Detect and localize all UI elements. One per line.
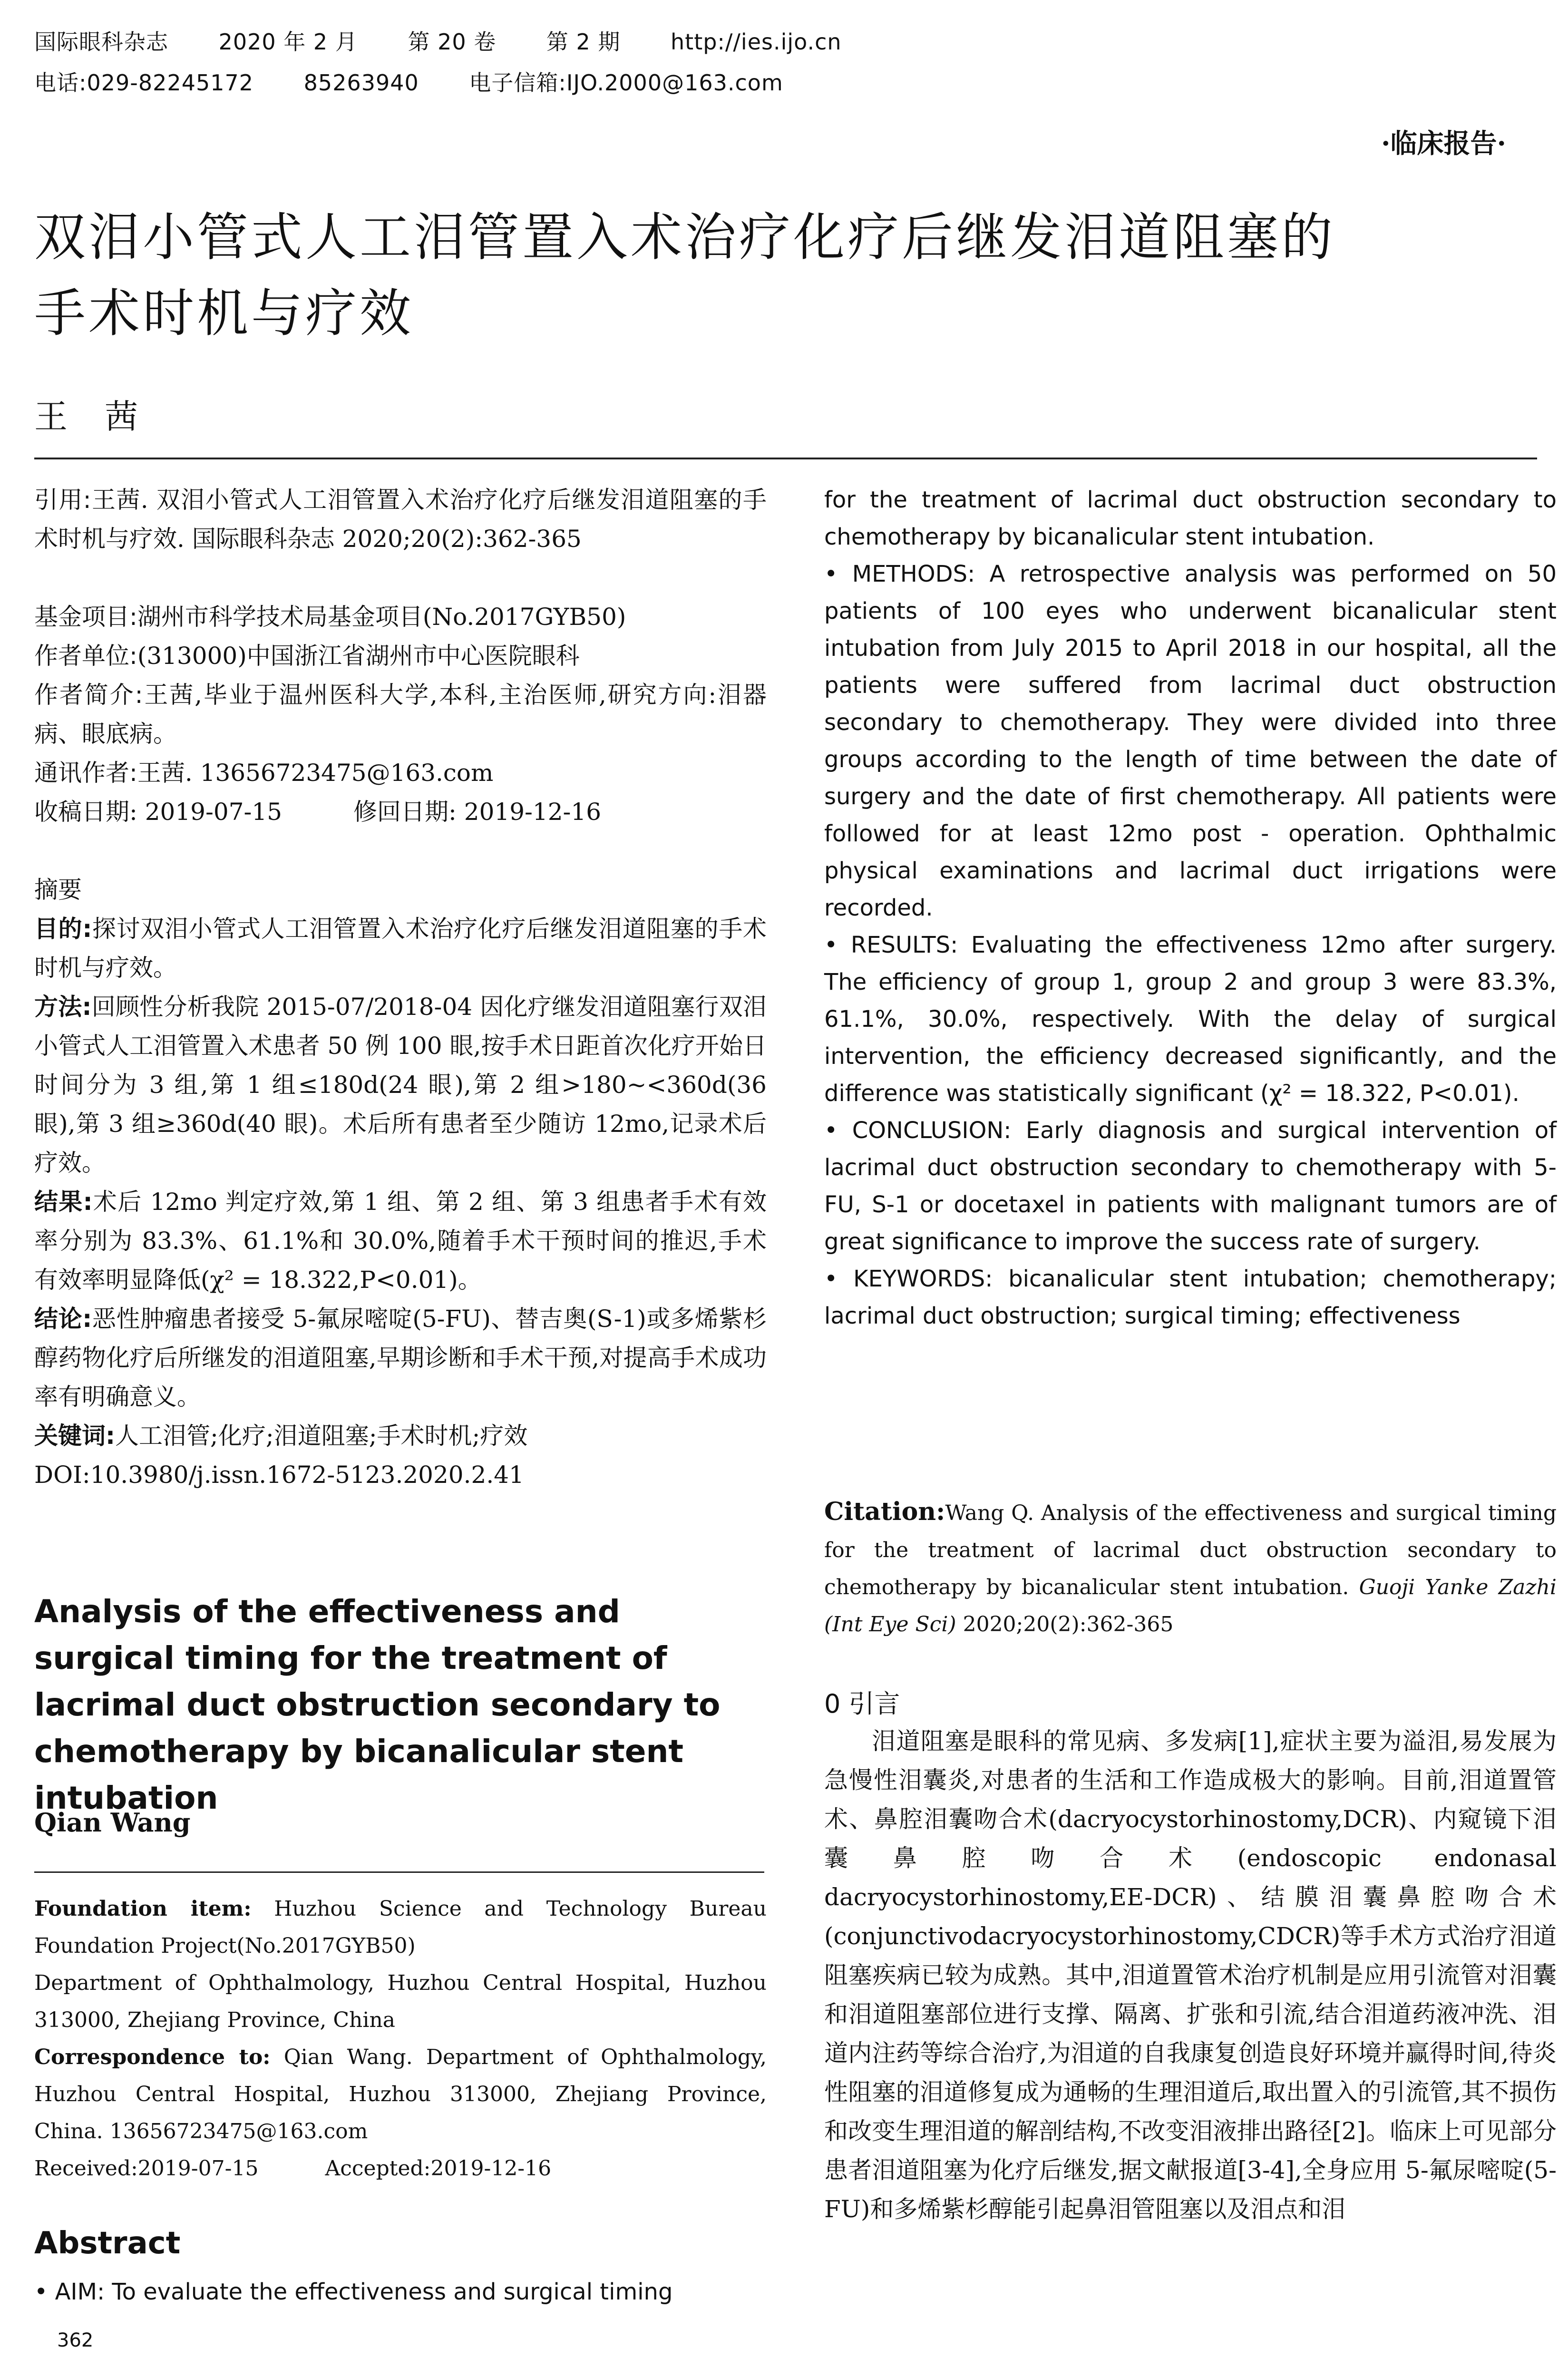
conclusion-zh: 结论:恶性肿瘤患者接受 5-氟尿嘧啶(5-FU)、替吉奥(S-1)或多烯紫杉醇药物化疗后所继发的泪道阻塞,早期诊断和手术干预,对提高手术成功率有明确意义。: [34, 1305, 767, 1411]
email[interactable]: 电子信箱:IJO.2000@163.com: [469, 70, 783, 96]
aim-en: • AIM: To evaluate the effectiveness and surgical timing: [34, 2279, 673, 2305]
article-title-zh: [34, 200, 1547, 352]
fund-zh: 基金项目:湖州市科学技术局基金项目(No.2017GYB50): [34, 603, 626, 631]
page-number: 362: [57, 2329, 94, 2351]
conclusion-en: • CONCLUSION: Early diagnosis and surgical intervention of lacrimal duct obstruction secondary to chemotherapy with 5-FU, S-1 or docetaxel in patients with malignant tumors are of great significance to improve the success rate of surgery.: [824, 1117, 1557, 1255]
dates-zh: 收稿日期: 2019-07-15 修回日期: 2019-12-16: [34, 798, 602, 826]
author-zh: 王 茜: [34, 397, 140, 436]
results-zh: 结果:术后 12mo 判定疗效,第 1 组、第 2 组、第 3 组患者手术有效率分别为 83.3%、61.1%和 30.0%,随着手术干预时间的推迟,手术有效率明显降低(χ² = 18.322,P<0.01)。: [34, 1188, 767, 1294]
corr-zh: 通讯作者:王茜. 13656723475@163.com: [34, 759, 494, 787]
bio-zh: 作者简介:王茜,毕业于温州医科大学,本科,主治医师,研究方向:泪器病、眼底病。: [34, 681, 767, 748]
volume: 第 20 卷: [408, 29, 497, 55]
abstract-head-en: Abstract: [34, 2226, 181, 2261]
phone: 电话:029-82245172: [34, 70, 254, 96]
aim-zh: 目的:探讨双泪小管式人工泪管置入术治疗化疗后继发泪道阻塞的手术时机与疗效。: [34, 915, 767, 982]
journal-url[interactable]: http://ies.ijo.cn: [671, 29, 842, 55]
abstract-head-zh: 摘要: [34, 876, 82, 904]
author-en: Qian Wang: [34, 1807, 191, 1838]
results-en: • RESULTS: Evaluating the effectiveness 12mo after surgery. The efficiency of group 1, group 2 and group 3 were 83.3%, 61.1%, 30.0%, respectively. With the delay of surgical intervention, the efficiency decreased significantly, and the difference was statistically significant (χ² = 18.322, P<0.01).: [824, 932, 1557, 1107]
correspondence-en: Correspondence to: Qian Wang. Department of Ophthalmology, Huzhou Central Hospital, Huzhou 313000, Zhejiang Province, China. 13656723475@163.com: [34, 2045, 767, 2143]
title-divider: [34, 458, 1537, 459]
unit-zh: 作者单位:(313000)中国浙江省湖州市中心医院眼科: [34, 642, 580, 670]
phone-2: 85263940: [303, 70, 419, 96]
intro-head: 0 引言: [824, 1689, 900, 1719]
citation-en: Citation:Wang Q. Analysis of the effectiveness and surgical timing for the treatment of lacrimal duct obstruction secondary to chemotherapy by bicanalicular stent intubation. Guoji Yanke Zazhi (Int Eye Sci) 2020;20(2):362-365: [824, 1497, 1557, 1637]
foundation-en: Foundation item: Huzhou Science and Technology Bureau Foundation Project(No.2017GYB50): [34, 1897, 767, 1958]
doi[interactable]: DOI:10.3980/j.issn.1672-5123.2020.2.41: [34, 1461, 524, 1489]
left-en-meta: [34, 1890, 767, 2187]
aim-en-cont: for the treatment of lacrimal duct obstruction secondary to chemotherapy by bicanalicular stent intubation.: [824, 487, 1557, 550]
dates-en: Received:2019-07-15 Accepted:2019-12-16: [34, 2156, 552, 2181]
issue-number: 第 2 期: [546, 29, 621, 55]
intro-text: 泪道阻塞是眼科的常见病、多发病[1],症状主要为溢泪,易发展为急慢性泪囊炎,对患者的生活和工作造成极大的影响。目前,泪道置管术、鼻腔泪囊吻合术(dacryocystorhinostomy,DCR)、内窥镜下泪囊鼻腔吻合术(endoscopic endonasal dacryocystorhinostomy,EE-DCR)、结膜泪囊鼻腔吻合术(conjunctivodacryocystorhinostomy,CDCR)等手术方式治疗泪道阻塞疾病已较为成熟。其中,泪道置管术治疗机制是应用引流管对泪囊和泪道阻塞部位进行支撑、隔离、扩张和引流,结合泪道药液冲洗、泪道内注药等综合治疗,为泪道的自我康复创造良好环境并赢得时间,待炎性阻塞的泪道修复成为通畅的生理泪道后,取出置入的引流管,其不损伤和改变生理泪道的解剖结构,不改变泪液排出路径[2]。临床上可见部分患者泪道阻塞为化疗后继发,据文献报道[3-4],全身应用 5-氟尿嘧啶(5-FU)和多烯紫杉醇能引起鼻泪管阻塞以及泪点和泪: [824, 1727, 1557, 2223]
journal-header-line2: [34, 66, 826, 97]
right-en-abstract: [824, 481, 1557, 1335]
methods-en: • METHODS: A retrospective analysis was performed on 50 patients of 100 eyes who underwent bicanalicular stent intubation from July 2015 to April 2018 in our hospital, all the patients were suffered from lacrimal duct obstruction secondary to chemotherapy. They were divided into three groups according to the length of time between the date of surgery and the date of first chemotherapy. All patients were followed for at least 12mo post - operation. Ophthalmic physical examinations and lacrimal duct irrigations were recorded.: [824, 561, 1557, 921]
keywords-zh: 关键词:人工泪管;化疗;泪道阻塞;手术时机;疗效: [34, 1422, 528, 1450]
keywords-en: • KEYWORDS: bicanalicular stent intubation; chemotherapy; lacrimal duct obstruction; surgical timing; effectiveness: [824, 1266, 1557, 1329]
citation-zh: 引用:王茜. 双泪小管式人工泪管置入术治疗化疗后继发泪道阻塞的手术时机与疗效. 国际眼科杂志 2020;20(2):362-365: [34, 486, 767, 553]
left-zh-column: [34, 480, 767, 1494]
cite-label: 引用:: [34, 486, 91, 514]
en-divider: [34, 1871, 764, 1873]
title-line-1: 双泪小管式人工泪管置入术治疗化疗后继发泪道阻塞的: [34, 208, 1336, 267]
journal-name: 国际眼科杂志: [34, 29, 168, 55]
issue-date: 2020 年 2 月: [218, 29, 358, 55]
department-en: Department of Ophthalmology, Huzhou Central Hospital, Huzhou 313000, Zhejiang Province, China: [34, 1971, 767, 2032]
journal-header-line1: [34, 25, 885, 56]
methods-zh: 方法:回顾性分析我院 2015-07/2018-04 因化疗继发泪道阻塞行双泪小管式人工泪管置入术患者 50 例 100 眼,按手术日距首次化疗开始日时间分为 3 组,第 1 组≤180d(24 眼),第 2 组>180~<360d(36 眼),第 3 组≥360d(40 眼)。术后所有患者至少随访 12mo,记录术后疗效。: [34, 993, 767, 1177]
title-line-2: 手术时机与疗效: [34, 284, 414, 343]
section-tag: ·临床报告·: [1381, 128, 1506, 159]
article-title-en: Analysis of the effectiveness and surgical timing for the treatment of lacrimal duct obstruction secondary to chemotherapy by bicanalicular stent intubation: [34, 1593, 721, 1816]
